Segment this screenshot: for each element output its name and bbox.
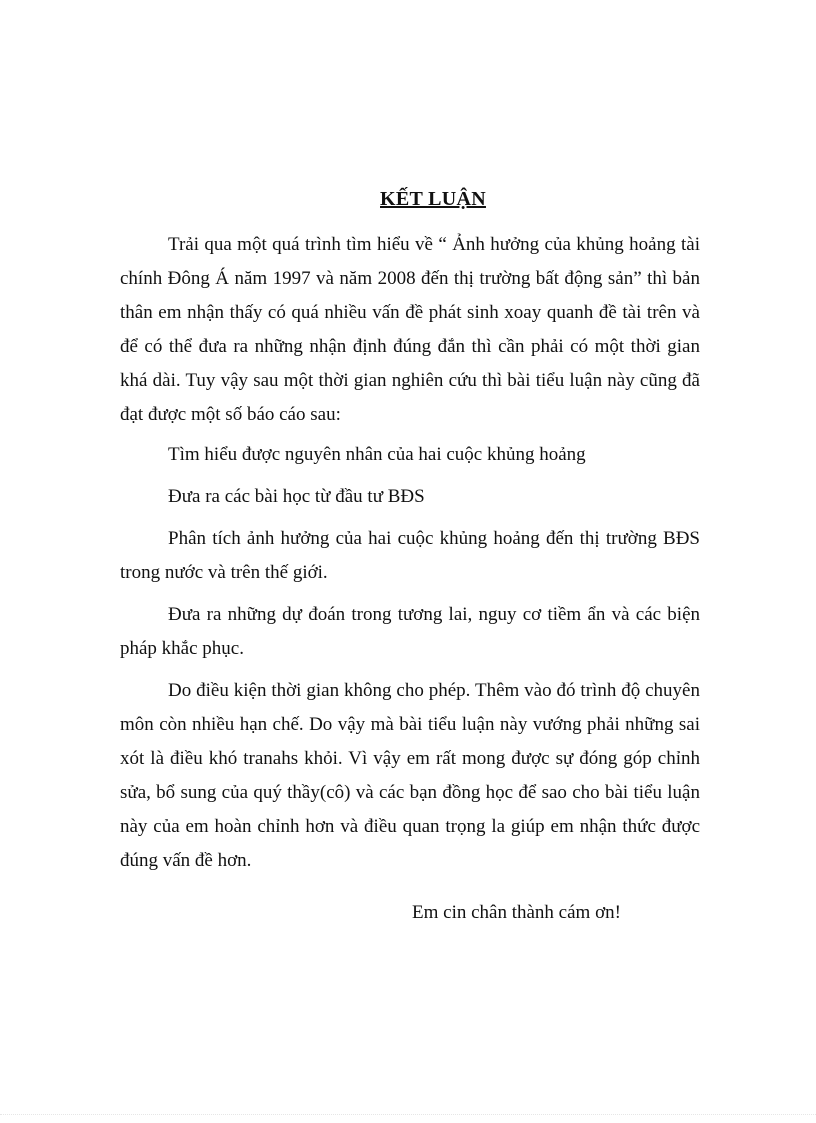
result-item-analysis: Phân tích ảnh hưởng của hai cuộc khủng hoảng đến thị trường BĐS trong nước và trên thế giới.	[120, 528, 700, 583]
result-item-causes: Tìm hiểu được nguyên nhân của hai cuộc khủng hoảng	[168, 444, 586, 465]
limitations-paragraph: Do điều kiện thời gian không cho phép. Thêm vào đó trình độ chuyên môn còn nhiều hạn chế. Do vậy mà bài tiểu luận này vướng phải những sai xót là điều khó tranahs khỏi. Vì vậy em rất mong được sự đóng góp chỉnh sửa, bổ sung của quý thầy(cô) và các bạn đồng học để sao cho bài tiểu luận này của em hoàn chỉnh hơn và điều quan trọng la giúp em nhận thức được đúng vấn đề hơn.	[120, 680, 700, 871]
result-item-lessons: Đưa ra các bài học từ đầu tư BĐS	[168, 486, 425, 507]
intro-paragraph: Trải qua một quá trình tìm hiểu về “ Ảnh hưởng của khủng hoảng tài chính Đông Á năm 1997 và năm 2008 đến thị trường bất động sản” thì bản thân em nhận thấy có quá nhiều vấn đề phát sinh xoay quanh đề tài trên và để có thể đưa ra những nhận định đúng đắn thì cần phải có một thời gian khá dài. Tuy vậy sau một thời gian nghiên cứu thì bài tiểu luận này cũng đã đạt được một số báo cáo sau:	[120, 234, 700, 425]
result-item-forecast: Đưa ra những dự đoán trong tương lai, nguy cơ tiềm ẩn và các biện pháp khắc phục.	[120, 604, 700, 659]
page-bottom-divider	[0, 1114, 816, 1115]
page-title: KẾT LUẬN	[380, 188, 486, 210]
document-body	[120, 228, 700, 886]
closing-line: Em cin chân thành cám ơn!	[412, 902, 621, 923]
